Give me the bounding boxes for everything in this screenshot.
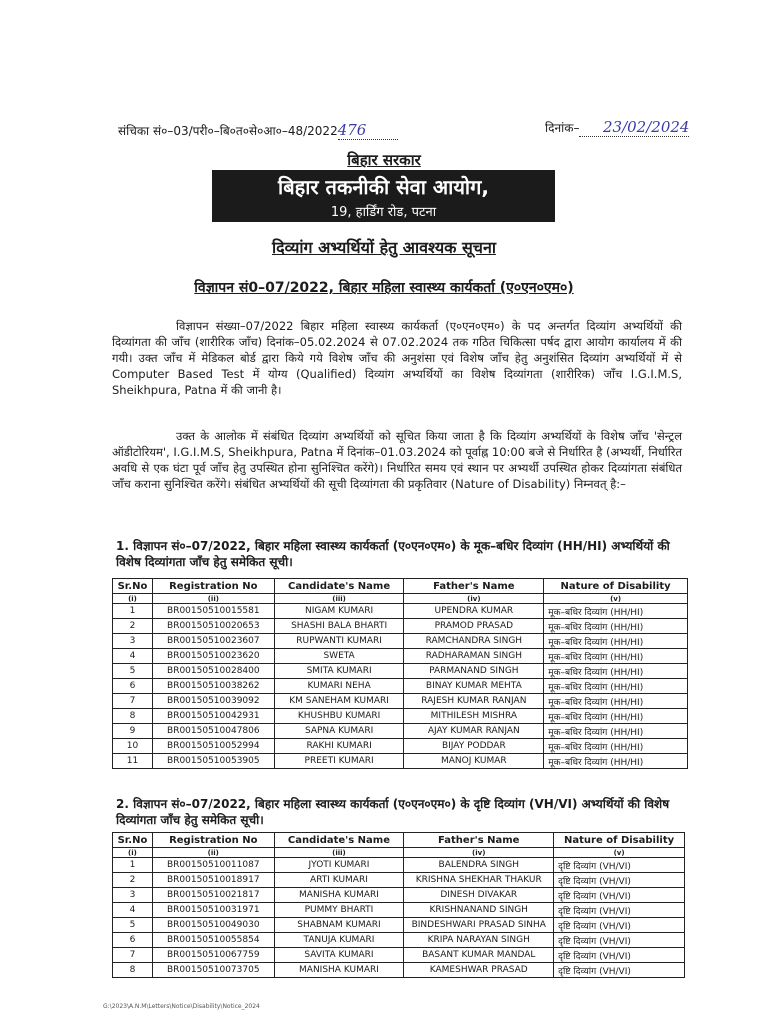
reference-number-label: संचिका सं०–03/परी०–बि०त०से०आ०–48/2022: [118, 124, 338, 138]
commission-name: बिहार तकनीकी सेवा आयोग,: [278, 175, 489, 199]
table-row: 7 BR00150510039092 KM SANEHAM KUMARI RAJESH KUMAR RANJAN मूक–बधिर दिव्यांग (HH/HI): [113, 694, 688, 709]
reference-number-handwritten: 476: [337, 121, 367, 139]
table-row: 5 BR00150510049030 SHABNAM KUMARI BINDESHWARI PRASAD SINHA दृष्टि दिव्यांग (VH/VI): [113, 918, 685, 933]
table-header-row: [113, 579, 688, 594]
hearing-impaired-table: [112, 578, 688, 769]
column-header-father-name: Father's Name: [404, 833, 554, 848]
table-subheader-row: (i) (ii) (iii) (iv) (v): [113, 594, 688, 604]
issue-date-label: दिनांक–: [545, 121, 580, 135]
list-1-heading: 1. विज्ञापन सं०–07/2022, बिहार महिला स्वास्थ्य कार्यकर्ता (ए०एन०एम०) के मूक–बधिर दिव्यांग (HH/HI) अभ्यर्थियों की विशेष दिव्यांगता जाँच हेतु समेकित सूची।: [116, 539, 670, 569]
table-row: 1 BR00150510015581 NIGAM KUMARI UPENDRA KUMAR मूक–बधिर दिव्यांग (HH/HI): [113, 604, 688, 619]
paragraph-1: विज्ञापन संख्या–07/2022 बिहार महिला स्वास्थ्य कार्यकर्ता (ए०एन०एम०) के पद अन्तर्गत दिव्यांग अभ्यर्थियों की दिव्यांगता की जाँच (शारीरिक जाँच) दिनांक–05.02.2024 से 07.02.2024 तक गठित चिकित्सा पर्षद द्वारा आयोग कार्यालय में की गयी। उक्त जाँच में मेडिकल बोर्ड द्वारा किये गये विशेष जाँच की अनुशंसा एवं विशेष जाँच हेतु अनुशंसित दिव्यांग अभ्यर्थियों में से Computer Based Test में योग्य (Qualified) दिव्यांग अभ्यर्थियों का विशेष दिव्यांगता (शारीरिक) जाँच I.G.I.M.S, Sheikhpura, Patna में की जानी है।: [112, 319, 682, 397]
table-subheader-row: (i) (ii) (iii) (iv) (v): [113, 848, 685, 858]
table-row: 8 BR00150510073705 MANISHA KUMARI KAMESHWAR PRASAD दृष्टि दिव्यांग (VH/VI): [113, 963, 685, 978]
column-header-candidate-name: Candidate's Name: [274, 833, 404, 848]
issue-date: [545, 118, 689, 137]
table-row: 11 BR00150510053905 PREETI KUMARI MANOJ KUMAR मूक–बधिर दिव्यांग (HH/HI): [113, 754, 688, 769]
file-path-footer: G:\2023\A.N.M\Letters\Notice\Disability\Notice_2024: [103, 1003, 260, 1010]
table-row: 9 BR00150510047806 SAPNA KUMARI AJAY KUMAR RANJAN मूक–बधिर दिव्यांग (HH/HI): [113, 724, 688, 739]
list-2-heading: 2. विज्ञापन सं०–07/2022, बिहार महिला स्वास्थ्य कार्यकर्ता (ए०एन०एम०) के दृष्टि दिव्यांग (VH/VI) अभ्यर्थियों की विशेष दिव्यांगता जाँच हेतु समेकित सूची।: [116, 797, 670, 827]
table-row: 2 BR00150510020653 SHASHI BALA BHARTI PRAMOD PRASAD मूक–बधिर दिव्यांग (HH/HI): [113, 619, 688, 634]
commission-banner: [212, 170, 555, 222]
table-row: 2 BR00150510018917 ARTI KUMARI KRISHNA SHEKHAR THAKUR दृष्टि दिव्यांग (VH/VI): [113, 873, 685, 888]
table-row: 10 BR00150510052994 RAKHI KUMARI BIJAY PODDAR मूक–बधिर दिव्यांग (HH/HI): [113, 739, 688, 754]
column-header-sr-no: Sr.No: [113, 579, 153, 594]
column-header-sr-no: Sr.No: [113, 833, 153, 848]
table-row: 1 BR00150510011087 JYOTI KUMARI BALENDRA SINGH दृष्टि दिव्यांग (VH/VI): [113, 858, 685, 873]
table-row: 3 BR00150510023607 RUPWANTI KUMARI RAMCHANDRA SINGH मूक–बधिर दिव्यांग (HH/HI): [113, 634, 688, 649]
column-header-nature-of-disability: Nature of Disability: [544, 579, 688, 594]
table-header-row: [113, 833, 685, 848]
government-name: बिहार सरकार: [347, 151, 421, 169]
notice-title: दिव्यांग अभ्यर्थियों हेतु आवश्यक सूचना: [271, 238, 496, 257]
table-row: 5 BR00150510028400 SMITA KUMARI PARMANAND SINGH मूक–बधिर दिव्यांग (HH/HI): [113, 664, 688, 679]
table-row: 4 BR00150510023620 SWETA RADHARAMAN SINGH मूक–बधिर दिव्यांग (HH/HI): [113, 649, 688, 664]
column-header-registration-no: Registration No: [152, 833, 274, 848]
advertisement-title: विज्ञापन सं0–07/2022, बिहार महिला स्वास्थ्य कार्यकर्ता (ए०एन०एम०): [194, 280, 574, 296]
reference-number: [118, 121, 398, 140]
column-header-registration-no: Registration No: [152, 579, 274, 594]
table-row: 3 BR00150510021817 MANISHA KUMARI DINESH DIVAKAR दृष्टि दिव्यांग (VH/VI): [113, 888, 685, 903]
column-header-father-name: Father's Name: [404, 579, 544, 594]
issue-date-handwritten: 23/02/2024: [603, 118, 690, 136]
table-row: 6 BR00150510038262 KUMARI NEHA BINAY KUMAR MEHTA मूक–बधिर दिव्यांग (HH/HI): [113, 679, 688, 694]
paragraph-2: उक्त के आलोक में संबंधित दिव्यांग अभ्यर्थियों को सूचित किया जाता है कि दिव्यांग अभ्यर्थियों के विशेष जाँच 'सेन्ट्रल ऑडीटोरियम', I.G.I.M.S, Sheikhpura, Patna में दिनांक–01.03.2024 को पूर्वाह्न 10:00 बजे से निर्धारित है (अभ्यर्थी, निर्धारित अवधि से एक घंटा पूर्व जाँच हेतु उपस्थित होना सुनिश्चित करेंगे)। निर्धारित समय एवं स्थान पर अभ्यर्थी उपस्थित होकर दिव्यांगता संबंधित जाँच कराना सुनिश्चित करेंगे। संबंधित अभ्यर्थियों की सूची दिव्यांगता की प्रकृतिवार (Nature of Disability) निम्नवत् है:–: [112, 429, 682, 491]
column-header-candidate-name: Candidate's Name: [274, 579, 404, 594]
table-row: 7 BR00150510067759 SAVITA KUMARI BASANT KUMAR MANDAL दृष्टि दिव्यांग (VH/VI): [113, 948, 685, 963]
table-row: 6 BR00150510055854 TANUJA KUMARI KRIPA NARAYAN SINGH दृष्टि दिव्यांग (VH/VI): [113, 933, 685, 948]
table-row: 8 BR00150510042931 KHUSHBU KUMARI MITHILESH MISHRA मूक–बधिर दिव्यांग (HH/HI): [113, 709, 688, 724]
table-row: 4 BR00150510031971 PUMMY BHARTI KRISHNANAND SINGH दृष्टि दिव्यांग (VH/VI): [113, 903, 685, 918]
column-header-nature-of-disability: Nature of Disability: [554, 833, 685, 848]
commission-address: 19, हार्डिंग रोड, पटना: [330, 205, 437, 220]
visually-impaired-table: [112, 832, 685, 978]
